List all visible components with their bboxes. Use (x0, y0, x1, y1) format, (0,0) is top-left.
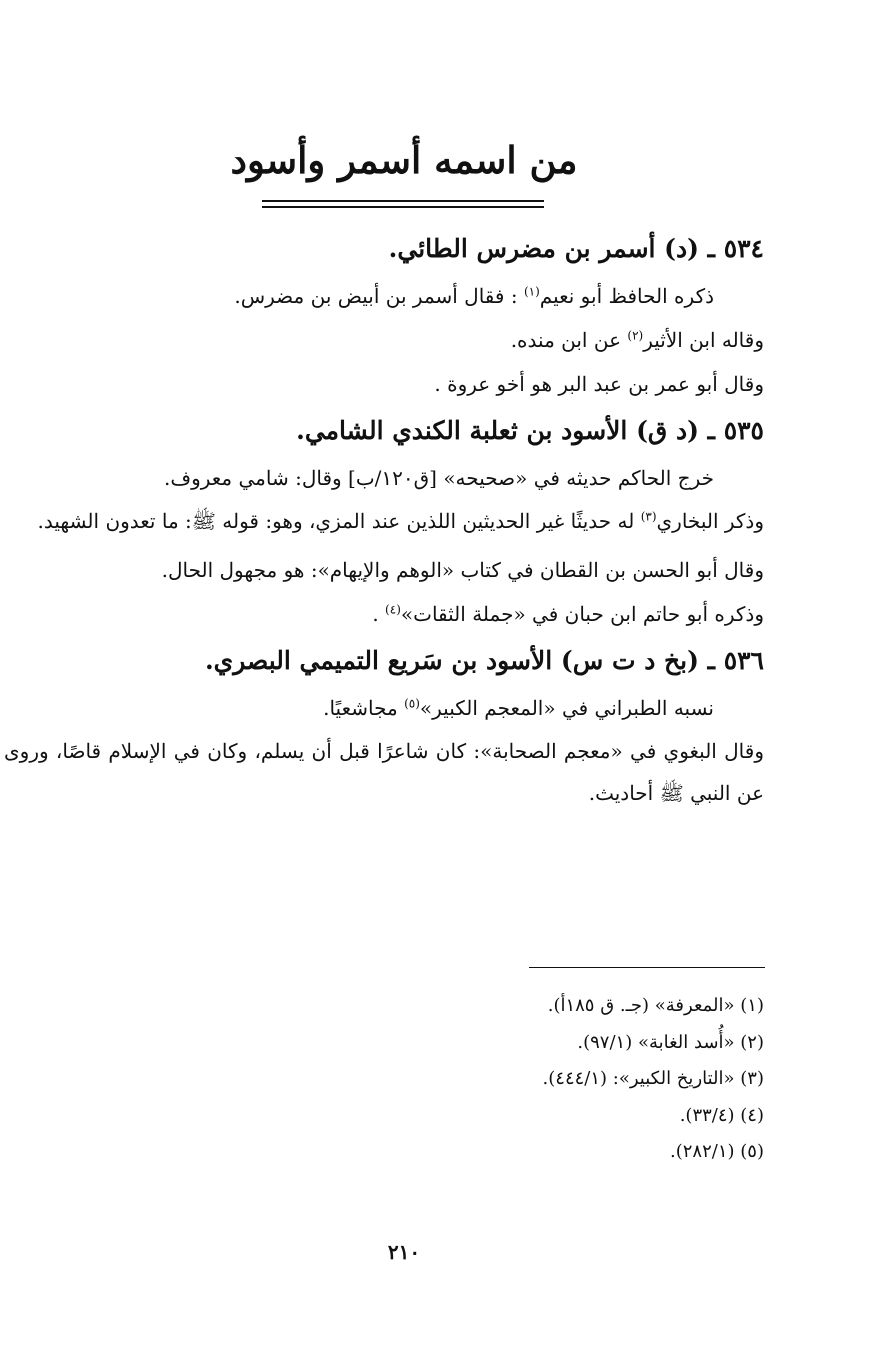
footnote: (٤) (٣٣/٤). (679, 1104, 764, 1126)
page-number: ٢١٠ (387, 1240, 421, 1264)
footnotes (164, 988, 764, 1171)
paragraph (52, 686, 764, 730)
entry-heading: ٥٣٤ ـ (د) أسمر بن مضرس الطائي. (388, 234, 764, 263)
paragraph (52, 362, 764, 406)
paragraph-text: وقال أبو عمر بن عبد البر هو أخو عروة . (434, 372, 764, 396)
footnote-ref: (٢) (627, 328, 644, 343)
entry-heading: ٥٣٦ ـ (بخ د ت س) الأسود بن سَريع التميمي البصري. (204, 646, 764, 675)
paragraph (4, 500, 764, 542)
chapter-title: من اسمه أسمر وأسود (230, 138, 578, 182)
title-underline (262, 200, 544, 202)
entry-535 (37, 406, 764, 636)
entry-heading: ٥٣٥ ـ (د ق) الأسود بن ثعلبة الكندي الشامي. (296, 416, 764, 445)
paragraph-text: مجاشعيًا. (323, 696, 405, 720)
paragraph-text: خرج الحاكم حديثه في «صحيحه» [ق١٢٠/ب] وقال: شامي معروف. (164, 466, 714, 490)
chapter-title-wrap (0, 138, 808, 182)
paragraph-text: . (372, 602, 386, 626)
paragraph-text: عن ابن منده. (510, 328, 628, 352)
paragraph-text: وقال البغوي في «معجم الصحابة»: كان شاعرًا قبل أن يسلم، وكان في الإسلام قاصًا، وروى عن النبي ﷺ أحاديث. (4, 739, 764, 805)
paragraph-text: وذكره أبو حاتم ابن حبان في «جملة الثقات» (400, 602, 764, 626)
entry-534 (52, 224, 764, 406)
paragraph-text: : فقال أسمر بن أبيض بن مضرس. (234, 284, 524, 308)
page-body (4, 224, 764, 814)
footnote-ref: (٣) (640, 509, 657, 524)
footnote-ref: (٤) (385, 602, 401, 617)
paragraph-text: وقاله ابن الأثير (643, 328, 764, 352)
paragraph-text: ذكره الحافظ أبو نعيم (539, 284, 714, 308)
footnote: (٢) «أُسد الغابة» (٩٧/١). (577, 1031, 764, 1053)
paragraph (52, 548, 764, 592)
footnote-separator (529, 967, 765, 968)
paragraph (52, 318, 764, 362)
paragraph (52, 456, 764, 500)
footnote: (٥) (٢٨٢/١). (670, 1141, 764, 1162)
entry-536 (4, 636, 764, 814)
paragraph-text: له حديثًا غير الحديثين اللذين عند المزي، وهو: قوله ﷺ: ما تعدون الشهيد. (37, 509, 641, 533)
paragraph (52, 592, 764, 636)
footnote: (٣) «التاريخ الكبير»: (٤٤٤/١). (542, 1068, 764, 1089)
paragraph-text: وقال أبو الحسن بن القطان في كتاب «الوهم والإيهام»: هو مجهول الحال. (161, 558, 764, 582)
paragraph (4, 730, 764, 814)
paragraph-text: وذكر البخاري (656, 509, 764, 533)
footnote-ref: (٥) (404, 696, 420, 711)
paragraph (52, 274, 764, 318)
footnote-ref: (١) (523, 284, 540, 299)
title-underline-second (262, 206, 544, 208)
paragraph-text: نسبه الطبراني في «المعجم الكبير» (419, 696, 714, 720)
footnote: (١) «المعرفة» (جـ. ق ١٨٥أ). (547, 995, 764, 1016)
